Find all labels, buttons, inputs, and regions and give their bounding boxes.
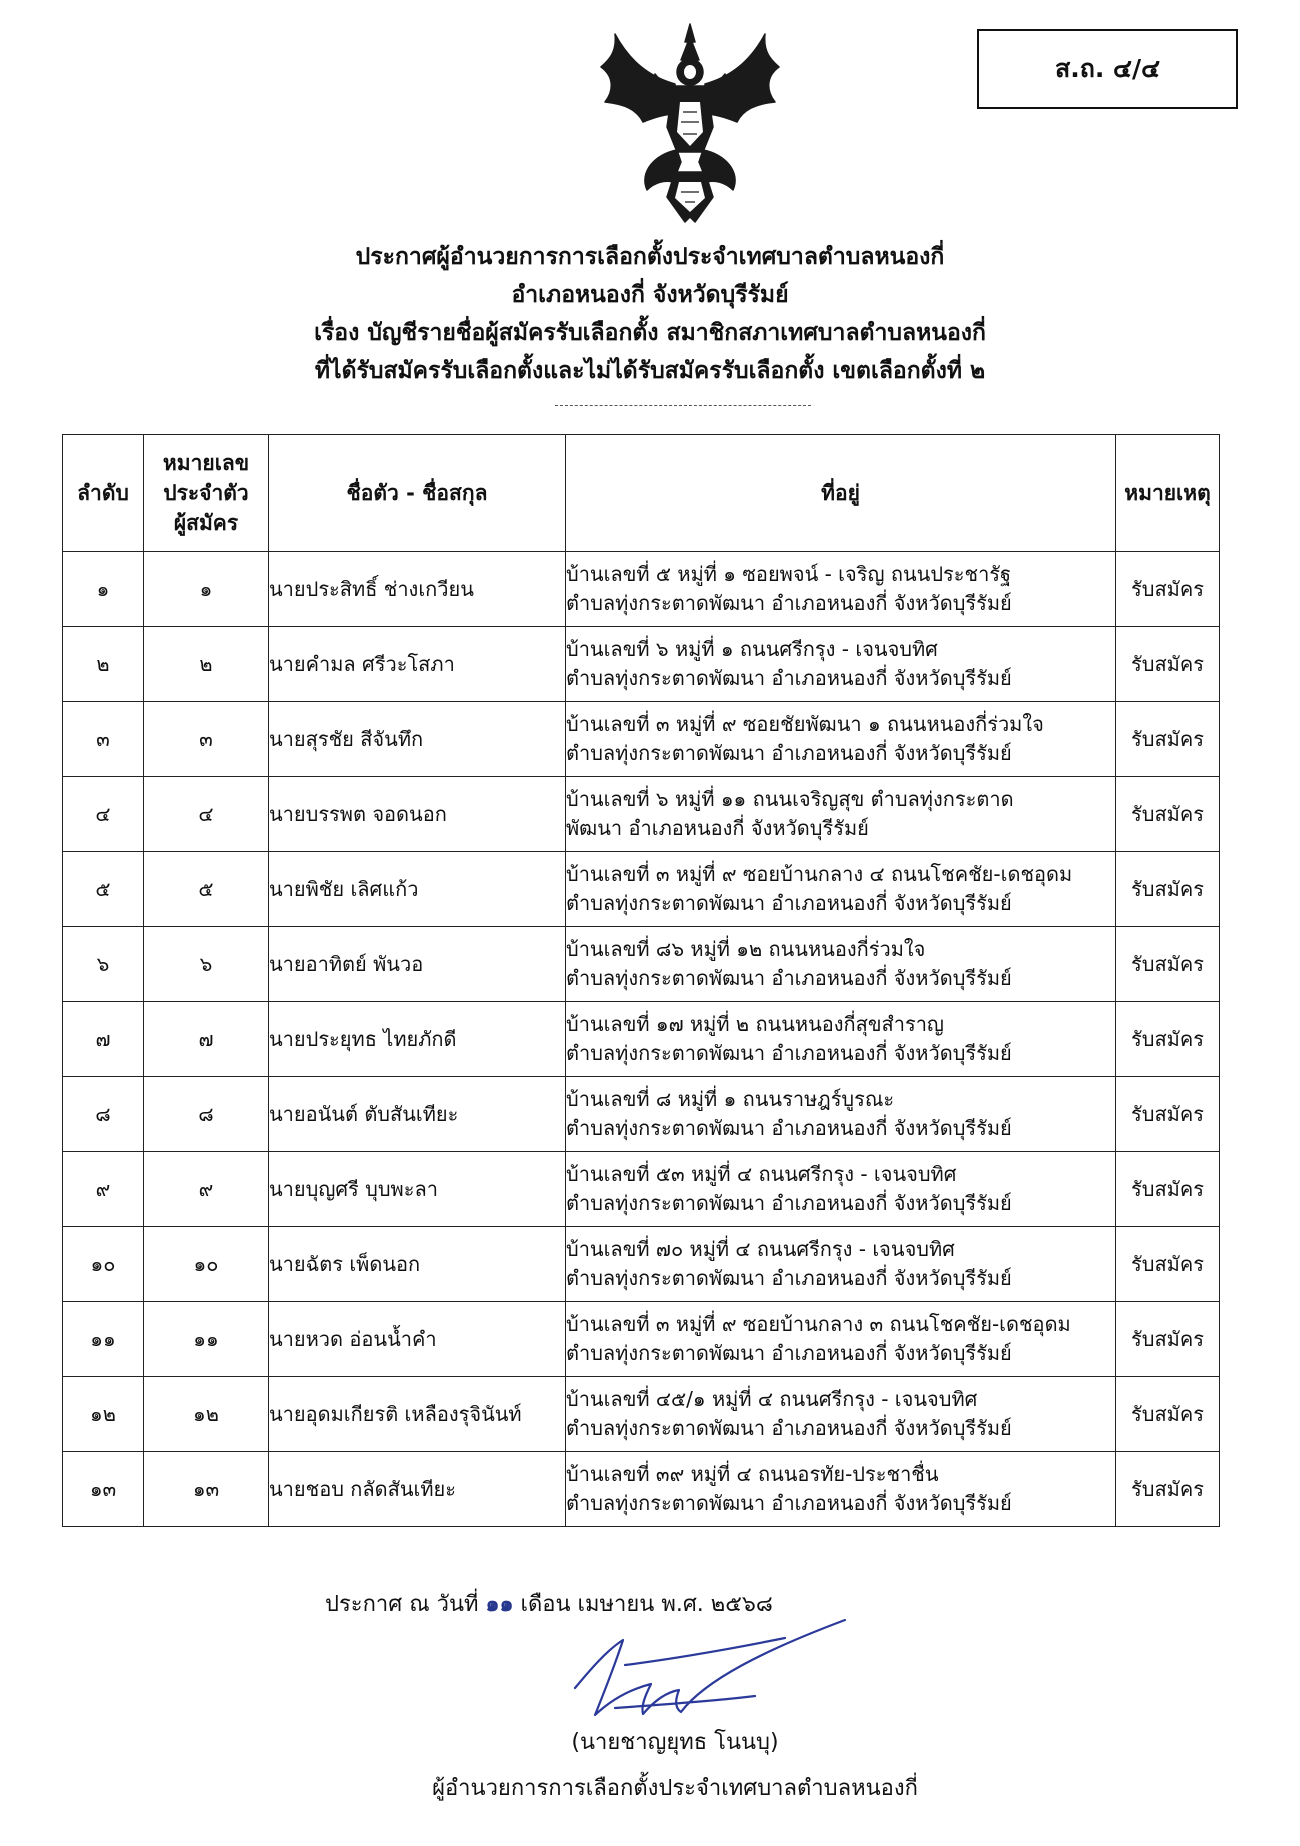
cell-order: ๑	[63, 552, 144, 627]
cell-order: ๑๑	[63, 1302, 144, 1377]
cell-name: นายอาทิตย์ พันวอ	[269, 927, 566, 1002]
address-line-2: ตำบลทุ่งกระตาดพัฒนา อำเภอหนองกี่ จังหวัดบุรีรัมย์	[566, 1341, 1012, 1365]
cell-candidate-number: ๒	[144, 627, 269, 702]
cell-address	[566, 627, 1116, 702]
cell-order: ๑๐	[63, 1227, 144, 1302]
cell-order: ๙	[63, 1152, 144, 1227]
cell-name: นายชอบ กลัดสันเทียะ	[269, 1452, 566, 1527]
address-line-1: บ้านเลขที่ ๖ หมู่ที่ ๑๑ ถนนเจริญสุข ตำบลทุ่งกระตาด	[566, 787, 1014, 811]
cell-remark: รับสมัคร	[1116, 1152, 1220, 1227]
address-line-1: บ้านเลขที่ ๕๓ หมู่ที่ ๔ ถนนศรีกรุง - เจนจบทิศ	[566, 1162, 957, 1186]
table-row	[63, 1152, 1220, 1227]
header-candidate-number	[144, 435, 269, 552]
address-line-2: พัฒนา อำเภอหนองกี่ จังหวัดบุรีรัมย์	[566, 816, 869, 840]
table-row	[63, 1077, 1220, 1152]
cell-order: ๘	[63, 1077, 144, 1152]
cell-address	[566, 1152, 1116, 1227]
cell-name: นายพิชัย เลิศแก้ว	[269, 852, 566, 927]
cell-address	[566, 852, 1116, 927]
header-number-line-3: ผู้สมัคร	[173, 511, 239, 535]
cell-candidate-number: ๓	[144, 702, 269, 777]
address-line-1: บ้านเลขที่ ๘ หมู่ที่ ๑ ถนนราษฎร์บูรณะ	[566, 1087, 895, 1111]
cell-name: นายบรรพต จอดนอก	[269, 777, 566, 852]
header-line-2: อำเภอหนองกี่ จังหวัดบุรีรัมย์	[511, 282, 789, 308]
address-line-1: บ้านเลขที่ ๓ หมู่ที่ ๙ ซอยชัยพัฒนา ๑ ถนนหนองกี่ร่วมใจ	[566, 712, 1044, 736]
address-line-1: บ้านเลขที่ ๕ หมู่ที่ ๑ ซอยพจน์ - เจริญ ถนนประชารัฐ	[566, 562, 1012, 586]
cell-remark: รับสมัคร	[1116, 702, 1220, 777]
signer-name: (นายชาญยุทธ โนนบุ)	[571, 1730, 779, 1755]
cell-candidate-number: ๘	[144, 1077, 269, 1152]
cell-remark: รับสมัคร	[1116, 1452, 1220, 1527]
cell-remark: รับสมัคร	[1116, 1377, 1220, 1452]
address-line-1: บ้านเลขที่ ๘๖ หมู่ที่ ๑๒ ถนนหนองกี่ร่วมใจ	[566, 937, 926, 961]
cell-order: ๑๒	[63, 1377, 144, 1452]
cell-name: นายอุดมเกียรติ เหลืองรุจินันท์	[269, 1377, 566, 1452]
address-line-1: บ้านเลขที่ ๔๕/๑ หมู่ที่ ๔ ถนนศรีกรุง - เจนจบทิศ	[566, 1387, 978, 1411]
cell-name: นายคำมล ศรีวะโสภา	[269, 627, 566, 702]
cell-address	[566, 927, 1116, 1002]
table-row	[63, 927, 1220, 1002]
cell-address	[566, 1077, 1116, 1152]
cell-candidate-number: ๑๒	[144, 1377, 269, 1452]
cell-candidate-number: ๗	[144, 1002, 269, 1077]
form-code-box	[977, 29, 1238, 109]
address-line-1: บ้านเลขที่ ๖ หมู่ที่ ๑ ถนนศรีกรุง - เจนจบทิศ	[566, 637, 938, 661]
table-row	[63, 552, 1220, 627]
garuda-emblem-icon	[595, 22, 785, 227]
address-line-2: ตำบลทุ่งกระตาดพัฒนา อำเภอหนองกี่ จังหวัดบุรีรัมย์	[566, 591, 1012, 615]
cell-order: ๑๓	[63, 1452, 144, 1527]
cell-candidate-number: ๑๑	[144, 1302, 269, 1377]
cell-address	[566, 552, 1116, 627]
table-row	[63, 1227, 1220, 1302]
cell-name: นายสุรชัย สีจันทึก	[269, 702, 566, 777]
cell-candidate-number: ๔	[144, 777, 269, 852]
cell-remark: รับสมัคร	[1116, 1302, 1220, 1377]
address-line-1: บ้านเลขที่ ๓๙ หมู่ที่ ๔ ถนนอรทัย-ประชาชื่น	[566, 1462, 939, 1486]
cell-order: ๕	[63, 852, 144, 927]
cell-address	[566, 1227, 1116, 1302]
table-row	[63, 1302, 1220, 1377]
cell-name: นายอนันต์ ตับสันเทียะ	[269, 1077, 566, 1152]
title-divider	[555, 405, 811, 406]
cell-order: ๔	[63, 777, 144, 852]
cell-address	[566, 1452, 1116, 1527]
address-line-1: บ้านเลขที่ ๓ หมู่ที่ ๙ ซอยบ้านกลาง ๔ ถนนโชคชัย-เดชอุดม	[566, 862, 1073, 886]
table-row	[63, 1002, 1220, 1077]
address-line-2: ตำบลทุ่งกระตาดพัฒนา อำเภอหนองกี่ จังหวัดบุรีรัมย์	[566, 1266, 1012, 1290]
address-line-2: ตำบลทุ่งกระตาดพัฒนา อำเภอหนองกี่ จังหวัดบุรีรัมย์	[566, 966, 1012, 990]
cell-remark: รับสมัคร	[1116, 777, 1220, 852]
signer-title: ผู้อำนวยการการเลือกตั้งประจำเทศบาลตำบลหนองกี่	[432, 1776, 918, 1801]
cell-address	[566, 777, 1116, 852]
header-line-3: เรื่อง บัญชีรายชื่อผู้สมัครรับเลือกตั้ง สมาชิกสภาเทศบาลตำบลหนองกี่	[314, 320, 986, 346]
cell-remark: รับสมัคร	[1116, 627, 1220, 702]
address-line-1: บ้านเลขที่ ๗๐ หมู่ที่ ๔ ถนนศรีกรุง - เจนจบทิศ	[566, 1237, 955, 1261]
cell-remark: รับสมัคร	[1116, 1227, 1220, 1302]
cell-address	[566, 1377, 1116, 1452]
form-code: ส.ถ. ๔/๔	[1054, 54, 1161, 83]
header-number-line-2: ประจำตัว	[163, 481, 249, 505]
announce-prefix: ประกาศ ณ วันที่	[325, 1592, 479, 1617]
address-line-2: ตำบลทุ่งกระตาดพัฒนา อำเภอหนองกี่ จังหวัดบุรีรัมย์	[566, 1191, 1012, 1215]
header-line-1: ประกาศผู้อำนวยการการเลือกตั้งประจำเทศบาลตำบลหนองกี่	[355, 244, 945, 270]
cell-name: นายประยุทธ ไทยภักดี	[269, 1002, 566, 1077]
table-row	[63, 777, 1220, 852]
cell-candidate-number: ๑๐	[144, 1227, 269, 1302]
announcement-header	[250, 238, 1050, 390]
handwritten-signature	[555, 1610, 855, 1730]
address-line-2: ตำบลทุ่งกระตาดพัฒนา อำเภอหนองกี่ จังหวัดบุรีรัมย์	[566, 1116, 1012, 1140]
address-line-1: บ้านเลขที่ ๑๗ หมู่ที่ ๒ ถนนหนองกี่สุขสำราญ	[566, 1012, 944, 1036]
table-row	[63, 1452, 1220, 1527]
header-address: ที่อยู่	[566, 435, 1116, 552]
address-line-2: ตำบลทุ่งกระตาดพัฒนา อำเภอหนองกี่ จังหวัดบุรีรัมย์	[566, 741, 1012, 765]
cell-candidate-number: ๕	[144, 852, 269, 927]
cell-name: นายหวด อ่อนน้ำคำ	[269, 1302, 566, 1377]
header-order: ลำดับ	[63, 435, 144, 552]
announce-day: ๑๑	[485, 1592, 514, 1617]
table-row	[63, 702, 1220, 777]
candidate-table	[62, 434, 1220, 1527]
cell-remark: รับสมัคร	[1116, 927, 1220, 1002]
cell-name: นายบุญศรี บุบพะลา	[269, 1152, 566, 1227]
header-name: ชื่อตัว - ชื่อสกุล	[269, 435, 566, 552]
cell-remark: รับสมัคร	[1116, 1002, 1220, 1077]
cell-order: ๖	[63, 927, 144, 1002]
cell-order: ๓	[63, 702, 144, 777]
table-header-row	[63, 435, 1220, 552]
address-line-2: ตำบลทุ่งกระตาดพัฒนา อำเภอหนองกี่ จังหวัดบุรีรัมย์	[566, 1416, 1012, 1440]
address-line-2: ตำบลทุ่งกระตาดพัฒนา อำเภอหนองกี่ จังหวัดบุรีรัมย์	[566, 891, 1012, 915]
announce-month-year: เดือน เมษายน พ.ศ. ๒๕๖๘	[520, 1592, 773, 1617]
address-line-2: ตำบลทุ่งกระตาดพัฒนา อำเภอหนองกี่ จังหวัดบุรีรัมย์	[566, 666, 1012, 690]
cell-address	[566, 1002, 1116, 1077]
cell-remark: รับสมัคร	[1116, 552, 1220, 627]
cell-candidate-number: ๙	[144, 1152, 269, 1227]
cell-order: ๒	[63, 627, 144, 702]
address-line-2: ตำบลทุ่งกระตาดพัฒนา อำเภอหนองกี่ จังหวัดบุรีรัมย์	[566, 1491, 1012, 1515]
cell-remark: รับสมัคร	[1116, 852, 1220, 927]
address-line-1: บ้านเลขที่ ๓ หมู่ที่ ๙ ซอยบ้านกลาง ๓ ถนนโชคชัย-เดชอุดม	[566, 1312, 1071, 1336]
header-number-line-1: หมายเลข	[162, 451, 250, 475]
cell-candidate-number: ๑	[144, 552, 269, 627]
cell-order: ๗	[63, 1002, 144, 1077]
cell-candidate-number: ๑๓	[144, 1452, 269, 1527]
cell-candidate-number: ๖	[144, 927, 269, 1002]
table-row	[63, 1377, 1220, 1452]
cell-name: นายประสิทธิ์ ช่างเกวียน	[269, 552, 566, 627]
cell-address	[566, 702, 1116, 777]
table-row	[63, 627, 1220, 702]
header-remark: หมายเหตุ	[1116, 435, 1220, 552]
cell-address	[566, 1302, 1116, 1377]
cell-remark: รับสมัคร	[1116, 1077, 1220, 1152]
header-line-4: ที่ได้รับสมัครรับเลือกตั้งและไม่ได้รับสมัครรับเลือกตั้ง เขตเลือกตั้งที่ ๒	[314, 358, 986, 384]
cell-name: นายฉัตร เพ็ดนอก	[269, 1227, 566, 1302]
table-row	[63, 852, 1220, 927]
address-line-2: ตำบลทุ่งกระตาดพัฒนา อำเภอหนองกี่ จังหวัดบุรีรัมย์	[566, 1041, 1012, 1065]
